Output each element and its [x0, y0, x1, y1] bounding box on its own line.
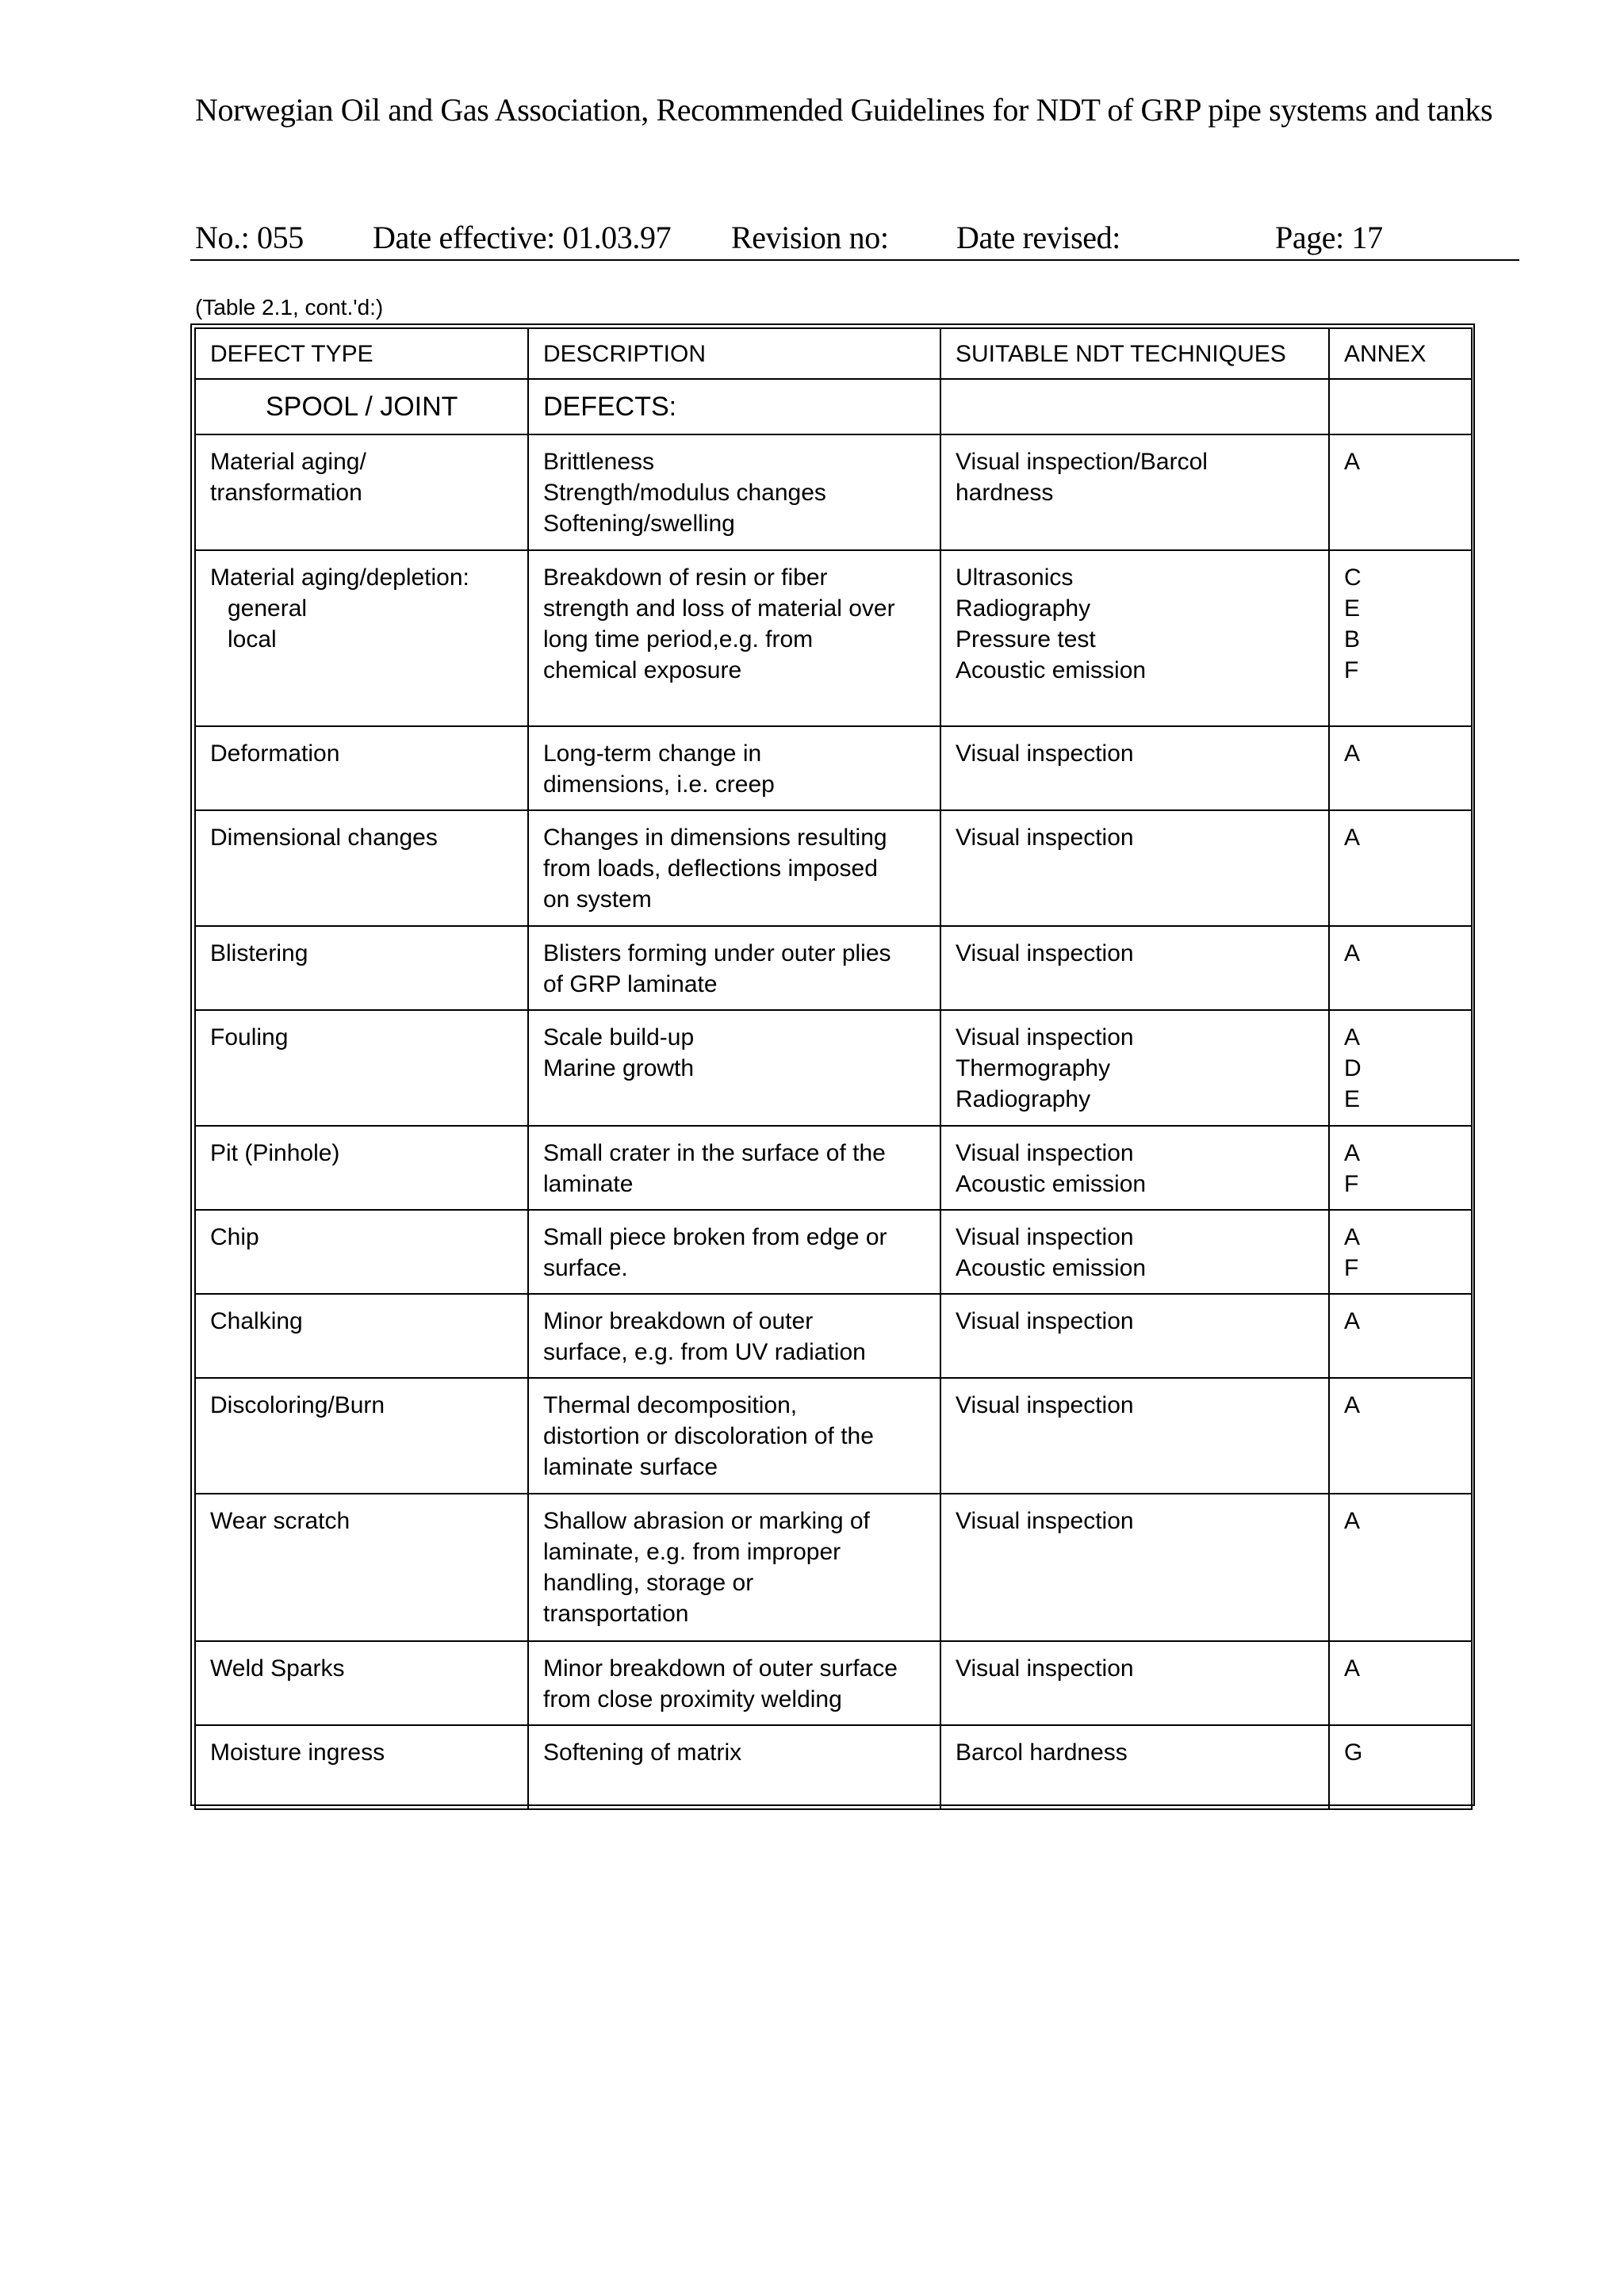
- description-line: Softening of matrix: [543, 1739, 742, 1766]
- section-row: [195, 379, 1472, 434]
- section-empty-cell: [940, 379, 1329, 434]
- annex-cell: [1329, 550, 1472, 726]
- annex-line: A: [1344, 449, 1361, 475]
- techniques-cell: [940, 434, 1329, 550]
- techniques-line: Visual inspection: [956, 1024, 1134, 1050]
- defect-type-line: Chalking: [210, 1308, 303, 1334]
- annex-line: A: [1344, 1655, 1361, 1682]
- annex-line: A: [1344, 1224, 1361, 1250]
- table-row: [195, 1494, 1472, 1641]
- description-cell: [528, 550, 940, 726]
- annex-line: A: [1344, 1024, 1361, 1050]
- defect-type-cell: [195, 926, 528, 1010]
- column-header-techniques: SUITABLE NDT TECHNIQUES: [940, 328, 1329, 379]
- description-line: Strength/modulus changes: [543, 480, 826, 506]
- table-row: [195, 1126, 1472, 1210]
- defect-type-line: Chip: [210, 1224, 259, 1250]
- annex-line: E: [1344, 595, 1361, 622]
- description-line: distortion or discoloration of the: [543, 1423, 874, 1449]
- description-line: Small crater in the surface of the: [543, 1140, 886, 1166]
- techniques-cell: [940, 926, 1329, 1010]
- description-line: Softening/swelling: [543, 511, 735, 537]
- annex-cell: [1329, 1378, 1472, 1494]
- defect-type-cell: [195, 1210, 528, 1294]
- table-row: [195, 434, 1472, 550]
- techniques-cell: [940, 1010, 1329, 1126]
- defects-table: [194, 327, 1473, 1810]
- techniques-line: Visual inspection: [956, 940, 1134, 966]
- description-cell: [528, 810, 940, 926]
- annex-line: A: [1344, 940, 1361, 966]
- defect-type-cell: [195, 550, 528, 726]
- description-line: dimensions, i.e. creep: [543, 771, 775, 798]
- annex-cell: [1329, 1126, 1472, 1210]
- description-cell: [528, 1294, 940, 1378]
- table-row: [195, 550, 1472, 726]
- techniques-line: Acoustic emission: [956, 1171, 1147, 1197]
- techniques-cell: [940, 1126, 1329, 1210]
- techniques-line: Visual inspection: [956, 825, 1134, 851]
- description-line: Marine growth: [543, 1055, 695, 1081]
- defect-type-line: Material aging/: [210, 449, 366, 475]
- defect-type-line: local: [228, 626, 277, 652]
- table-body: [195, 379, 1472, 1809]
- techniques-line: Acoustic emission: [956, 1255, 1147, 1281]
- techniques-line: Visual inspection/Barcol: [956, 449, 1208, 475]
- page-number: Page: 17: [1275, 220, 1383, 255]
- annex-line: A: [1344, 1508, 1361, 1534]
- description-line: Minor breakdown of outer: [543, 1308, 814, 1334]
- annex-line: F: [1344, 1171, 1359, 1197]
- description-line: chemical exposure: [543, 657, 742, 683]
- annex-cell: [1329, 1641, 1472, 1725]
- techniques-line: Visual inspection: [956, 1308, 1134, 1334]
- description-line: transportation: [543, 1601, 689, 1627]
- defect-type-cell: [195, 1010, 528, 1126]
- defect-type-line: Dimensional changes: [210, 825, 438, 851]
- defect-type-cell: [195, 1725, 528, 1809]
- description-line: surface.: [543, 1255, 628, 1281]
- annex-cell: [1329, 1494, 1472, 1641]
- section-empty-cell: [1329, 379, 1472, 434]
- description-line: long time period,e.g. from: [543, 626, 814, 652]
- annex-cell: [1329, 926, 1472, 1010]
- techniques-cell: [940, 1641, 1329, 1725]
- description-cell: [528, 1210, 940, 1294]
- table-row: [195, 1210, 1472, 1294]
- description-cell: [528, 1725, 940, 1809]
- description-line: Long-term change in: [543, 740, 762, 767]
- defect-type-cell: [195, 1378, 528, 1494]
- revision-number: Revision no:: [731, 220, 889, 255]
- techniques-line: Visual inspection: [956, 1508, 1134, 1534]
- annex-line: D: [1344, 1055, 1362, 1081]
- annex-cell: [1329, 1010, 1472, 1126]
- defect-type-line: Fouling: [210, 1024, 289, 1050]
- description-cell: [528, 1126, 940, 1210]
- table-header-row: [195, 328, 1472, 379]
- description-line: Small piece broken from edge or: [543, 1224, 887, 1250]
- annex-cell: [1329, 810, 1472, 926]
- description-line: Minor breakdown of outer surface: [543, 1655, 898, 1682]
- techniques-cell: [940, 1378, 1329, 1494]
- annex-line: A: [1344, 1140, 1361, 1166]
- table-row: [195, 1294, 1472, 1378]
- description-line: from close proximity welding: [543, 1686, 842, 1712]
- description-line: laminate: [543, 1171, 634, 1197]
- description-cell: [528, 1494, 940, 1641]
- annex-cell: [1329, 434, 1472, 550]
- defect-type-line: Pit (Pinhole): [210, 1140, 340, 1166]
- annex-line: A: [1344, 740, 1361, 767]
- section-label-defects: DEFECTS:: [528, 379, 940, 434]
- section-label-spool-joint: SPOOL / JOINT: [195, 379, 528, 434]
- description-line: Blisters forming under outer plies: [543, 940, 891, 966]
- annex-cell: [1329, 1210, 1472, 1294]
- techniques-line: Ultrasonics: [956, 564, 1074, 591]
- techniques-line: hardness: [956, 480, 1054, 506]
- table-row: [195, 810, 1472, 926]
- document-title: Norwegian Oil and Gas Association, Recommended Guidelines for NDT of GRP pipe systems and tanks: [195, 92, 1493, 128]
- description-cell: [528, 1010, 940, 1126]
- annex-cell: [1329, 1725, 1472, 1809]
- techniques-line: Visual inspection: [956, 1224, 1134, 1250]
- description-line: laminate, e.g. from improper: [543, 1539, 841, 1565]
- description-line: from loads, deflections imposed: [543, 855, 878, 882]
- techniques-line: Visual inspection: [956, 1140, 1134, 1166]
- description-cell: [528, 726, 940, 810]
- annex-line: C: [1344, 564, 1362, 591]
- description-line: Shallow abrasion or marking of: [543, 1508, 870, 1534]
- annex-line: B: [1344, 626, 1361, 652]
- techniques-line: Radiography: [956, 1086, 1091, 1112]
- techniques-line: Thermography: [956, 1055, 1111, 1081]
- document-meta-line: [195, 214, 1527, 262]
- defect-type-cell: [195, 1494, 528, 1641]
- annex-line: A: [1344, 1392, 1361, 1418]
- column-header-description: DESCRIPTION: [528, 328, 940, 379]
- annex-line: E: [1344, 1086, 1361, 1112]
- defect-type-line: Deformation: [210, 740, 340, 767]
- defect-type-line: Wear scratch: [210, 1508, 350, 1534]
- defect-type-line: general: [228, 595, 308, 622]
- column-header-annex: ANNEX: [1329, 328, 1472, 379]
- description-line: Breakdown of resin or fiber: [543, 564, 828, 591]
- defect-type-cell: [195, 1641, 528, 1725]
- defect-type-cell: [195, 726, 528, 810]
- techniques-line: Visual inspection: [956, 1392, 1134, 1418]
- defects-table-frame: [190, 323, 1475, 1806]
- techniques-cell: [940, 1294, 1329, 1378]
- techniques-line: Pressure test: [956, 626, 1096, 652]
- techniques-cell: [940, 810, 1329, 926]
- techniques-line: Visual inspection: [956, 740, 1134, 767]
- description-cell: [528, 1641, 940, 1725]
- document-number: No.: 055: [195, 220, 304, 255]
- annex-cell: [1329, 726, 1472, 810]
- description-line: Brittleness: [543, 449, 655, 475]
- description-line: Changes in dimensions resulting: [543, 825, 887, 851]
- description-cell: [528, 434, 940, 550]
- techniques-cell: [940, 1210, 1329, 1294]
- annex-line: G: [1344, 1739, 1363, 1766]
- description-line: handling, storage or: [543, 1570, 754, 1596]
- techniques-line: Radiography: [956, 595, 1091, 622]
- description-line: Scale build-up: [543, 1024, 695, 1050]
- annex-line: F: [1344, 1255, 1359, 1281]
- defect-type-line: Blistering: [210, 940, 308, 966]
- annex-line: A: [1344, 825, 1361, 851]
- defect-type-cell: [195, 1294, 528, 1378]
- date-revised: Date revised:: [956, 220, 1120, 255]
- description-line: Thermal decomposition,: [543, 1392, 798, 1418]
- table-row: [195, 1725, 1472, 1809]
- description-line: surface, e.g. from UV radiation: [543, 1339, 866, 1365]
- header-divider: [190, 259, 1519, 261]
- techniques-cell: [940, 550, 1329, 726]
- table-caption: (Table 2.1, cont.'d:): [195, 295, 384, 320]
- techniques-cell: [940, 1494, 1329, 1641]
- description-line: of GRP laminate: [543, 971, 718, 997]
- table-row: [195, 1378, 1472, 1494]
- defect-type-line: Discoloring/Burn: [210, 1392, 385, 1418]
- description-line: on system: [543, 886, 652, 913]
- defect-type-line: Material aging/depletion:: [210, 564, 469, 591]
- table-row: [195, 1010, 1472, 1126]
- description-line: laminate surface: [543, 1454, 718, 1480]
- description-cell: [528, 1378, 940, 1494]
- techniques-line: Barcol hardness: [956, 1739, 1128, 1766]
- annex-cell: [1329, 1294, 1472, 1378]
- defect-type-line: Weld Sparks: [210, 1655, 345, 1682]
- table-row: [195, 926, 1472, 1010]
- techniques-line: Acoustic emission: [956, 657, 1147, 683]
- defect-type-cell: [195, 1126, 528, 1210]
- table-row: [195, 726, 1472, 810]
- annex-line: A: [1344, 1308, 1361, 1334]
- techniques-cell: [940, 726, 1329, 810]
- defect-type-line: transformation: [210, 480, 362, 506]
- annex-line: F: [1344, 657, 1359, 683]
- defect-type-line: Moisture ingress: [210, 1739, 385, 1766]
- column-header-defect-type: DEFECT TYPE: [195, 328, 528, 379]
- techniques-cell: [940, 1725, 1329, 1809]
- description-line: strength and loss of material over: [543, 595, 895, 622]
- table-row: [195, 1641, 1472, 1725]
- defect-type-cell: [195, 434, 528, 550]
- defect-type-cell: [195, 810, 528, 926]
- date-effective: Date effective: 01.03.97: [373, 220, 672, 255]
- description-cell: [528, 926, 940, 1010]
- techniques-line: Visual inspection: [956, 1655, 1134, 1682]
